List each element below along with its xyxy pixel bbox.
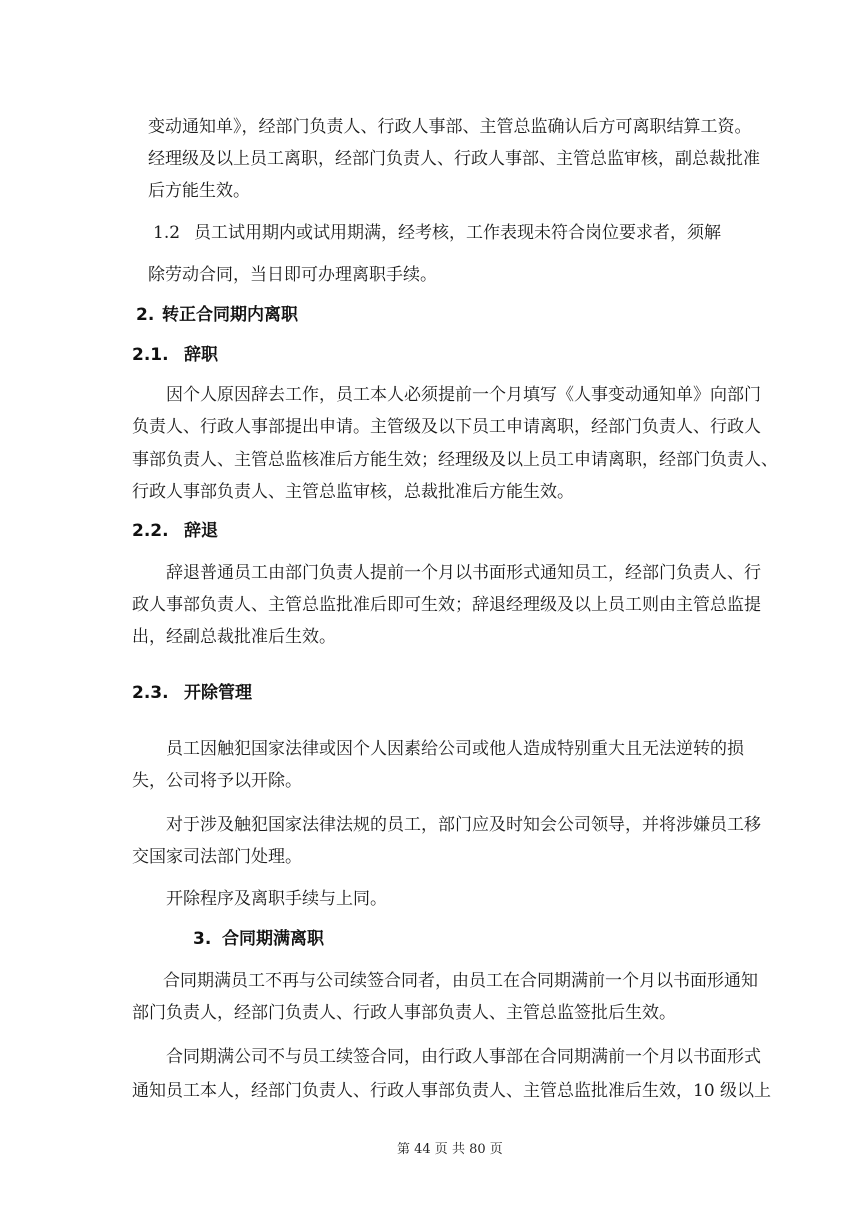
paragraph-line: 出，经副总裁批准后生效。 bbox=[132, 627, 336, 647]
paragraph-line: 因个人原因辞去工作，员工本人必须提前一个月填写《人事变动通知单》向部门 bbox=[166, 385, 761, 405]
paragraph-line: 除劳动合同，当日即可办理离职手续。 bbox=[148, 265, 437, 285]
section-number: 3. bbox=[193, 929, 212, 949]
paragraph-line: 开除程序及离职手续与上同。 bbox=[166, 889, 387, 909]
paragraph-line: 员工试用期内或试用期满，经考核，工作表现未符合岗位要求者，须解 bbox=[194, 223, 721, 243]
section-heading: 转正合同期内离职 bbox=[162, 305, 298, 325]
paragraph-line: 合同期满公司不与员工续签合同，由行政人事部在合同期满前一个月以书面形式 bbox=[166, 1047, 761, 1067]
paragraph-line: 事部负责人、主管总监核准后方能生效；经理级及以上员工申请离职，经部门负责人、 bbox=[132, 450, 778, 470]
paragraph-line: 失，公司将予以开除。 bbox=[132, 771, 302, 791]
section-number: 2.2. bbox=[132, 521, 169, 541]
paragraph-line: 负责人、行政人事部提出申请。主管级及以下员工申请离职，经部门负责人、行政人 bbox=[132, 417, 761, 437]
paragraph-line: 合同期满员工不再与公司续签合同者，由员工在合同期满前一个月以书面形通知 bbox=[163, 971, 758, 991]
paragraph-line: 后方能生效。 bbox=[148, 181, 250, 201]
page-number-footer: 第 44 页 共 80 页 bbox=[397, 1142, 503, 1157]
section-number: 2. bbox=[136, 305, 155, 325]
section-number: 2.1. bbox=[132, 345, 169, 365]
paragraph-line: 经理级及以上员工离职，经部门负责人、行政人事部、主管总监审核，副总裁批准 bbox=[148, 149, 760, 169]
section-heading: 开除管理 bbox=[184, 683, 252, 703]
paragraph-line: 部门负责人，经部门负责人、行政人事部负责人、主管总监签批后生效。 bbox=[132, 1003, 676, 1023]
paragraph-line: 变动通知单》，经部门负责人、行政人事部、主管总监确认后方可离职结算工资。 bbox=[148, 117, 752, 137]
paragraph-line: 员工因触犯国家法律或因个人因素给公司或他人造成特别重大且无法逆转的损 bbox=[166, 739, 744, 759]
paragraph-line: 政人事部负责人、主管总监批准后即可生效；辞退经理级及以上员工则由主管总监提 bbox=[132, 595, 761, 615]
paragraph-line: 通知员工本人，经部门负责人、行政人事部负责人、主管总监批准后生效，10 级以上 bbox=[132, 1081, 772, 1101]
section-heading: 辞职 bbox=[184, 345, 218, 365]
item-number: 1.2 bbox=[153, 223, 181, 243]
paragraph-line: 对于涉及触犯国家法律法规的员工，部门应及时知会公司领导，并将涉嫌员工移 bbox=[166, 815, 761, 835]
paragraph-line: 交国家司法部门处理。 bbox=[132, 847, 302, 867]
section-number: 2.3. bbox=[132, 683, 169, 703]
paragraph-line: 行政人事部负责人、主管总监审核，总裁批准后方能生效。 bbox=[132, 482, 574, 502]
section-heading: 辞退 bbox=[184, 521, 218, 541]
section-heading: 合同期满离职 bbox=[222, 929, 324, 949]
paragraph-line: 辞退普通员工由部门负责人提前一个月以书面形式通知员工，经部门负责人、行 bbox=[166, 563, 761, 583]
